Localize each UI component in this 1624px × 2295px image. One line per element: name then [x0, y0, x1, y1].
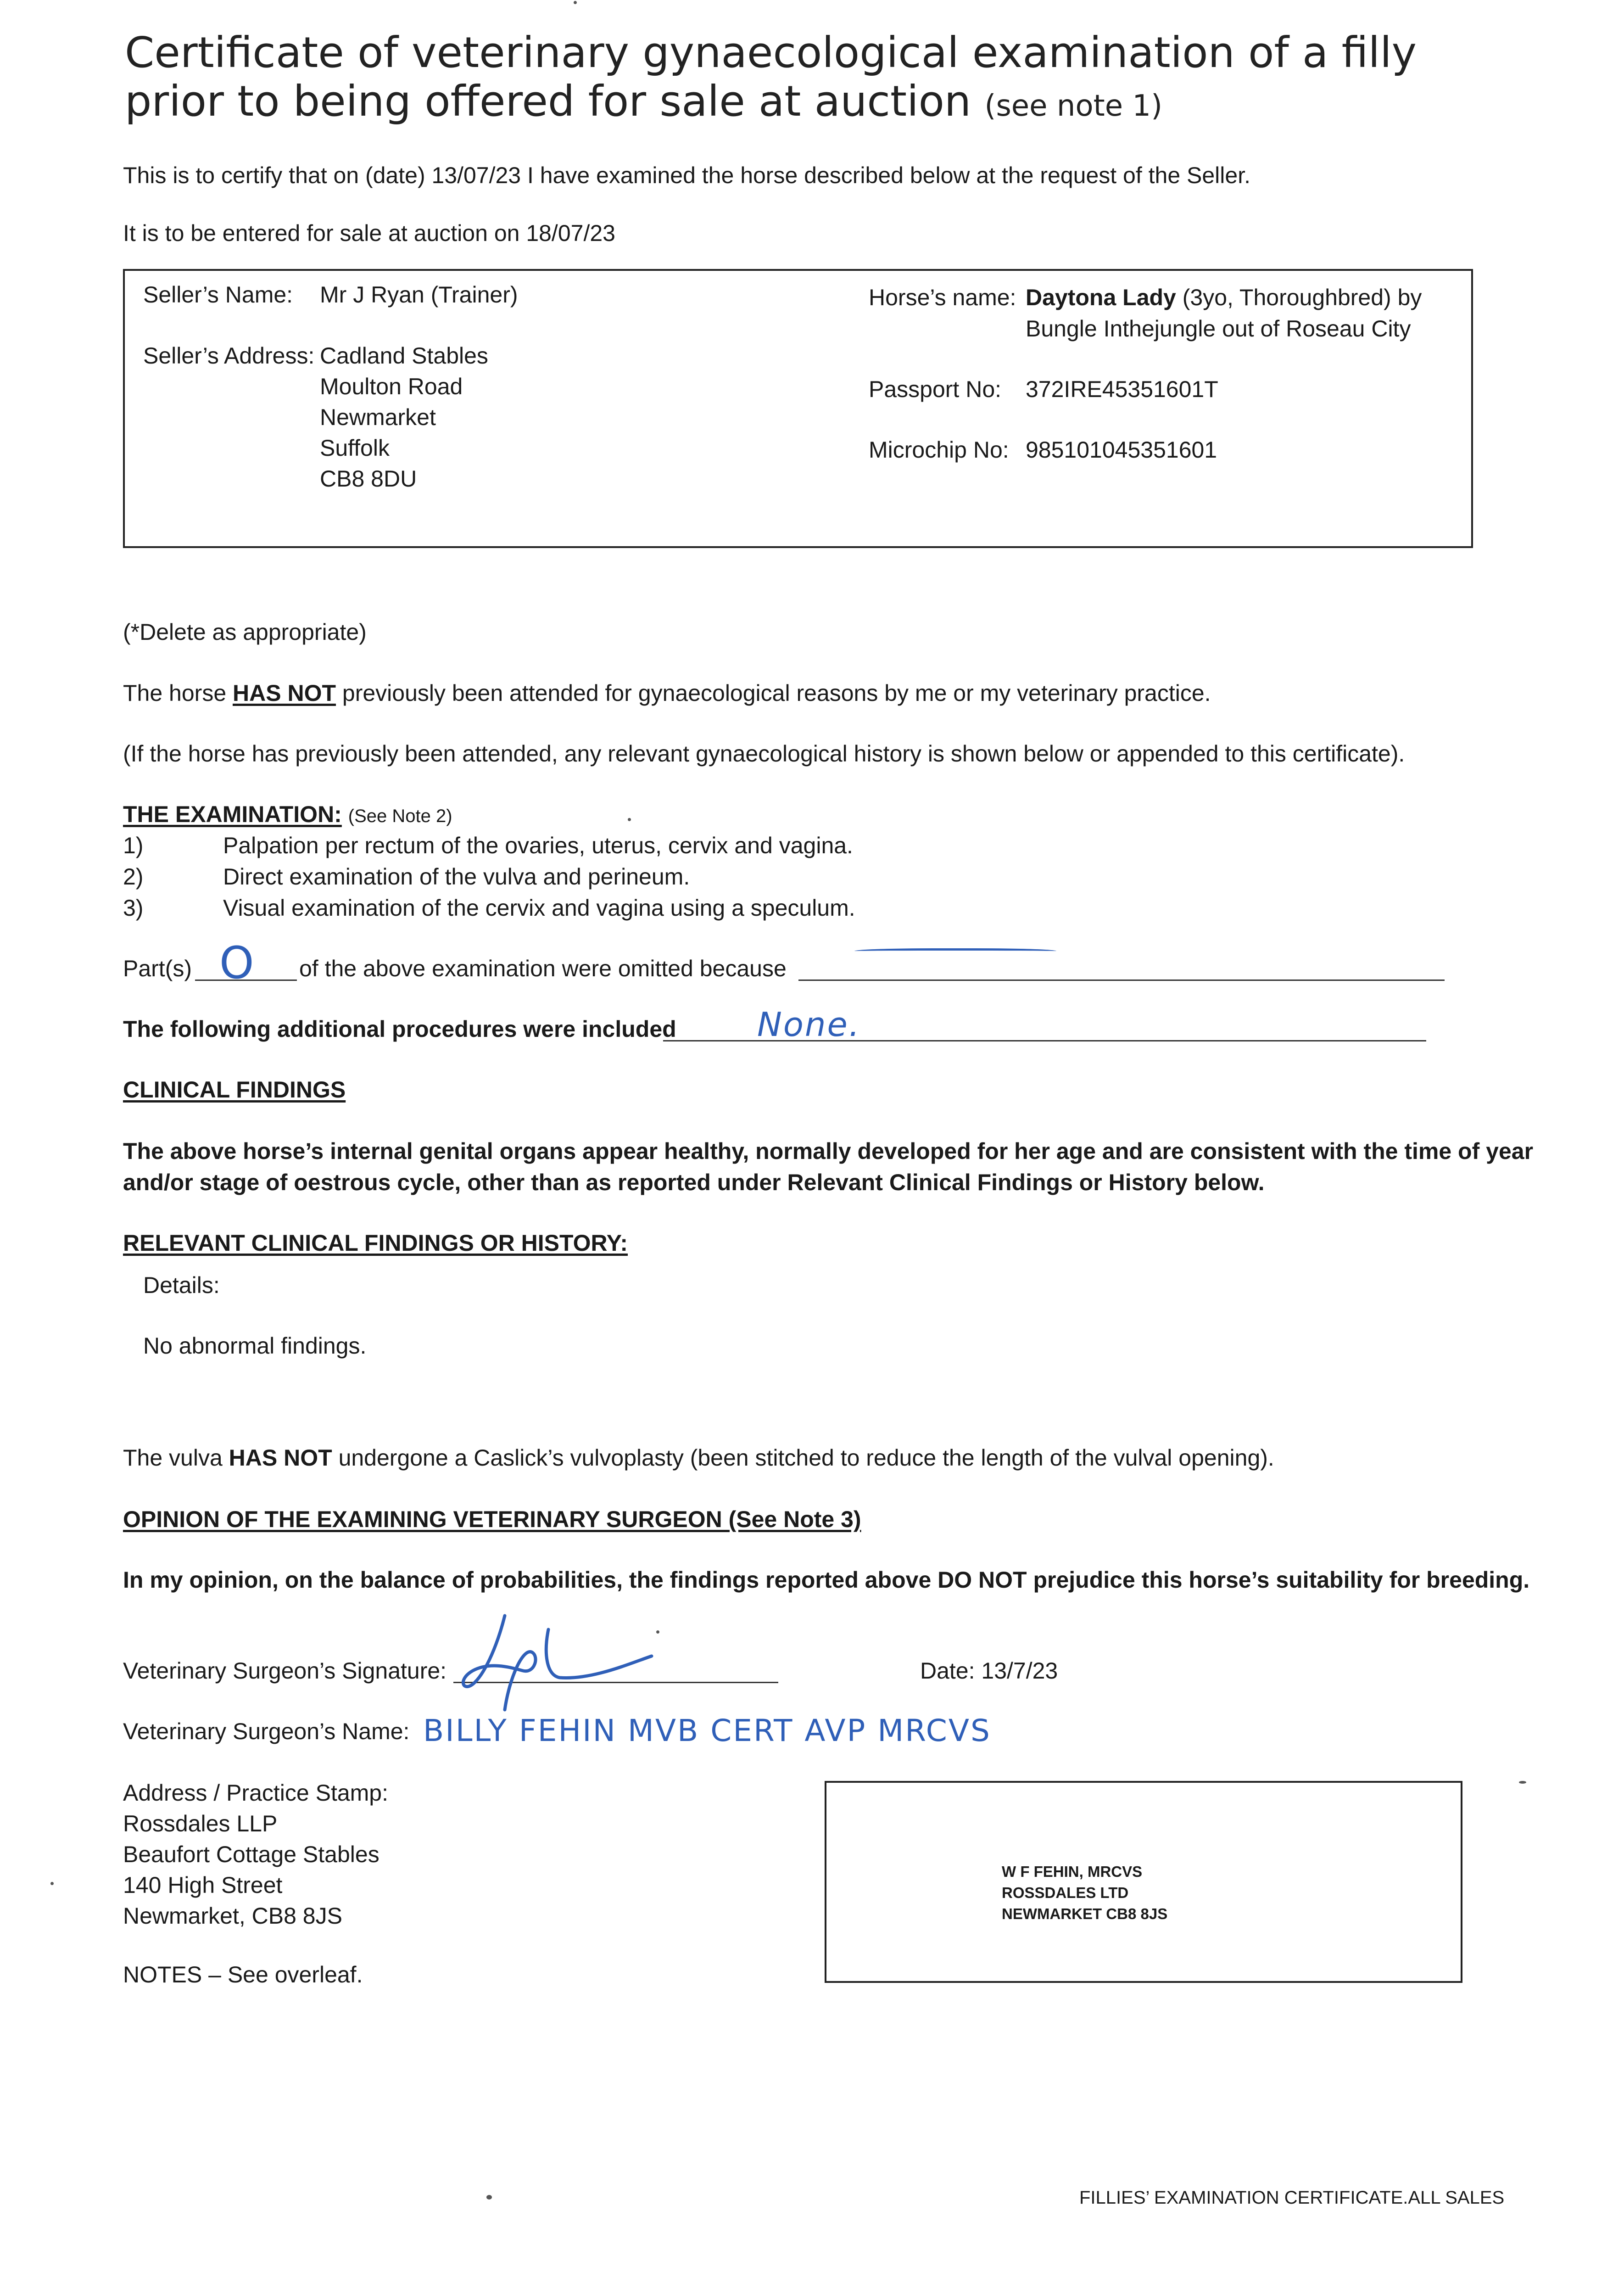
- certificate-title-line2: [125, 77, 1162, 126]
- vet-name-label: Veterinary Surgeon’s Name:: [123, 1718, 410, 1744]
- seller-address-line: Cadland Stables: [320, 343, 488, 369]
- opinion-heading: OPINION OF THE EXAMINING VETERINARY SURGEON (See Note 3): [123, 1506, 861, 1532]
- clinical-text-line1: The above horse’s internal genital organs appear healthy, normally developed for her age and are consistent with the time of year: [123, 1138, 1534, 1164]
- horse-name-label: Horse’s name:: [869, 285, 1016, 310]
- details-label: Details:: [143, 1272, 220, 1298]
- scan-speck: [1519, 1781, 1526, 1784]
- scan-speck: [486, 2195, 492, 2200]
- vulva-status: HAS NOT: [229, 1445, 332, 1471]
- stamp-line: ROSSDALES LTD: [1002, 1884, 1129, 1901]
- attended-status: HAS NOT: [233, 680, 336, 706]
- history-note: (If the horse has previously been attended, any relevant gynaecological history is shown below or appended to this certificate).: [123, 741, 1405, 767]
- details-text: No abnormal findings.: [143, 1333, 367, 1359]
- vulva-post: undergone a Caslick’s vulvoplasty (been stitched to reduce the length of the vulval opening).: [332, 1445, 1274, 1471]
- passport-number: 372IRE45351601T: [1026, 376, 1218, 402]
- omitted-reason-line: [798, 980, 1445, 981]
- exam-item-text: Palpation per rectum of the ovaries, uterus, cervix and vagina.: [223, 833, 853, 858]
- relevant-heading: RELEVANT CLINICAL FINDINGS OR HISTORY:: [123, 1230, 628, 1256]
- title-note: (see note 1): [984, 89, 1163, 123]
- stamp-line: W F FEHIN, MRCVS: [1002, 1863, 1143, 1880]
- omitted-parts-value: O: [219, 937, 256, 989]
- additional-value: None.: [757, 1005, 861, 1044]
- auction-statement: It is to be entered for sale at auction on 18/07/23: [123, 220, 615, 246]
- additional-label: The following additional procedures were included: [123, 1016, 676, 1042]
- scan-speck: [628, 818, 631, 821]
- exam-item-number: 1): [123, 833, 144, 858]
- clinical-heading: CLINICAL FINDINGS: [123, 1077, 346, 1103]
- vulva-statement: [123, 1444, 1274, 1472]
- practice-line: Beaufort Cottage Stables: [123, 1842, 379, 1867]
- vulva-pre: The vulva: [123, 1445, 229, 1471]
- passport-label: Passport No:: [869, 376, 1002, 402]
- opinion-text: In my opinion, on the balance of probabilities, the findings reported above DO NOT prejudice this horse’s suitability for breeding.: [123, 1567, 1530, 1593]
- attended-pre: The horse: [123, 680, 233, 706]
- omitted-label-pre: Part(s): [123, 956, 192, 981]
- practice-stamp-box: [825, 1781, 1462, 1983]
- certificate-title-line1: Certificate of veterinary gynaecological examination of a filly: [125, 28, 1417, 77]
- seller-address-label: Seller’s Address:: [143, 343, 315, 369]
- horse-description: (3yo, Thoroughbred) by: [1182, 285, 1422, 310]
- seller-name-label: Seller’s Name:: [143, 282, 293, 308]
- exam-item-number: 2): [123, 864, 144, 890]
- scan-speck: [50, 1882, 54, 1885]
- scan-speck: [574, 1, 577, 4]
- exam-item-number: 3): [123, 895, 144, 921]
- exam-item-text: Direct examination of the vulva and perineum.: [223, 864, 690, 890]
- clinical-text-line2: and/or stage of oestrous cycle, other than as reported under Relevant Clinical Findings or History below.: [123, 1170, 1265, 1195]
- examination-heading-row: [123, 800, 452, 828]
- title-line2-text: prior to being offered for sale at auction: [125, 77, 971, 126]
- omitted-label-post: of the above examination were omitted because: [299, 956, 787, 981]
- practice-line: Rossdales LLP: [123, 1811, 278, 1836]
- horse-breeding: Bungle Inthejungle out of Roseau City: [1026, 316, 1411, 341]
- attended-statement: [123, 679, 1211, 707]
- attended-post: previously been attended for gynaecological reasons by me or my veterinary practice.: [336, 680, 1211, 706]
- practice-label: Address / Practice Stamp:: [123, 1780, 389, 1806]
- horse-name-row: [1026, 284, 1422, 311]
- practice-line: 140 High Street: [123, 1872, 283, 1898]
- certify-statement: This is to certify that on (date) 13/07/23 I have examined the horse described below at the request of the Seller.: [123, 162, 1250, 188]
- seller-address-line: Moulton Road: [320, 374, 463, 399]
- seller-address-line: CB8 8DU: [320, 466, 417, 492]
- vet-name-value: BILLY FEHIN MVB CERT AVP MRCVS: [423, 1713, 991, 1748]
- seller-address-line: Newmarket: [320, 404, 436, 430]
- notes-text: NOTES – See overleaf.: [123, 1962, 363, 1987]
- practice-line: Newmarket, CB8 8JS: [123, 1903, 342, 1929]
- seller-name: Mr J Ryan (Trainer): [320, 282, 518, 308]
- microchip-number: 985101045351601: [1026, 437, 1217, 463]
- examination-heading: THE EXAMINATION:: [123, 801, 342, 827]
- stamp-line: NEWMARKET CB8 8JS: [1002, 1905, 1168, 1922]
- microchip-label: Microchip No:: [869, 437, 1009, 463]
- seller-address-line: Suffolk: [320, 435, 390, 461]
- delete-note: (*Delete as appropriate): [123, 619, 367, 645]
- omitted-reason-stroke: [854, 948, 1056, 955]
- exam-item-text: Visual examination of the cervix and vagina using a speculum.: [223, 895, 855, 921]
- signature-label: Veterinary Surgeon’s Signature:: [123, 1658, 447, 1684]
- horse-name: Daytona Lady: [1026, 285, 1176, 310]
- examination-note: (See Note 2): [348, 806, 452, 826]
- footer-text: FILLIES’ EXAMINATION CERTIFICATE.ALL SALES: [1079, 2188, 1505, 2208]
- signature-mark: [454, 1602, 670, 1717]
- scan-speck: [656, 1630, 659, 1634]
- signature-date: Date: 13/7/23: [920, 1658, 1058, 1684]
